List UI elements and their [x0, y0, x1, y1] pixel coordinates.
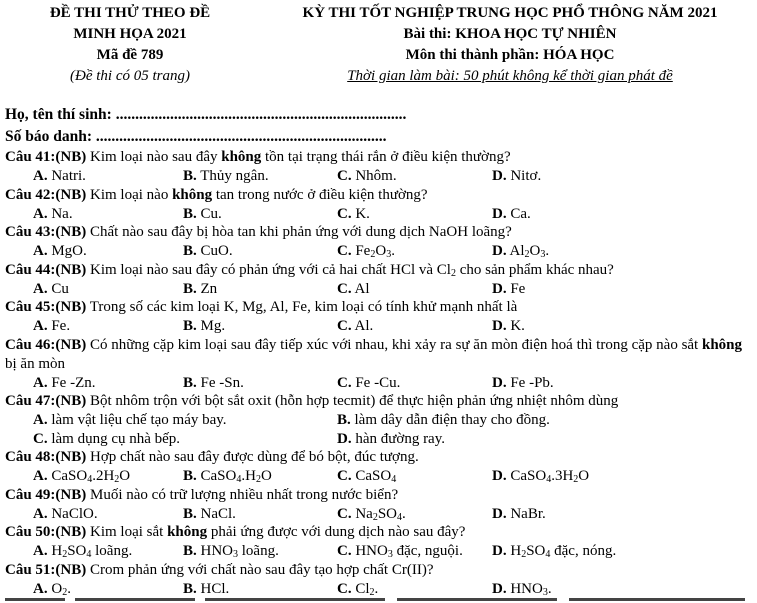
answer-text: Nhôm.	[355, 168, 397, 184]
answer-row	[5, 374, 755, 393]
answer-row	[5, 411, 755, 430]
question-49	[5, 486, 755, 524]
question-47	[5, 392, 755, 448]
answer-letter: C.	[337, 280, 352, 297]
answer-option-b[interactable]	[183, 317, 225, 336]
answer-option-d[interactable]	[337, 430, 445, 449]
exam-title: KỲ THI TỐT NGHIỆP TRUNG HỌC PHỔ THÔNG NĂM 2021	[302, 5, 718, 21]
answer-option-c[interactable]	[337, 280, 370, 299]
answer-text: làm vật liệu chế tạo máy bay.	[51, 412, 227, 428]
answer-option-a[interactable]	[33, 542, 132, 561]
question-stem	[5, 448, 755, 467]
question-number: Câu 48:	[5, 449, 56, 465]
answer-letter: D.	[492, 543, 507, 559]
answer-text: làm dây dẫn điện thay cho đồng.	[354, 412, 550, 428]
question-46	[5, 336, 755, 393]
question-level-tag: (NB)	[55, 261, 87, 278]
question-text-end: bị ăn mòn	[5, 355, 65, 372]
answer-option-d[interactable]	[492, 505, 546, 524]
answer-letter: B.	[183, 280, 197, 297]
question-stem	[5, 392, 755, 411]
student-id-line	[5, 126, 455, 148]
question-list	[5, 148, 755, 598]
student-id-label: Số báo danh:	[5, 128, 93, 145]
answer-option-c[interactable]	[337, 205, 370, 224]
answer-letter: B.	[183, 318, 197, 334]
cut-off-next-line	[5, 596, 750, 603]
question-number: Câu 45:	[5, 299, 56, 315]
answer-text: Al	[354, 280, 370, 297]
question-text-end: phải ứng được với dung dịch nào sau đây?	[207, 524, 466, 540]
question-number: Câu 41:	[5, 149, 56, 165]
answer-letter: C.	[337, 243, 352, 259]
question-stem	[5, 261, 755, 280]
question-text: Kim loại nào sau đây có phản ứng với cả hai chất HCl và $Cl_2$ cho sản phẩm khác nhau?	[86, 261, 614, 279]
answer-text: $H_2SO_4$ đặc, nóng.	[510, 543, 617, 560]
question-stem	[5, 561, 755, 580]
answer-letter: B.	[183, 580, 197, 597]
answer-text: Fe.	[51, 318, 71, 334]
answer-text: $HNO_3$.	[510, 580, 552, 598]
answer-text: Fe	[510, 280, 526, 297]
question-text: Kim loại sắt	[86, 524, 168, 540]
answer-row	[5, 167, 755, 186]
student-name-label: Họ, tên thí sinh:	[5, 106, 112, 123]
answer-letter: A.	[33, 318, 48, 334]
answer-letter: A.	[33, 505, 48, 522]
answer-row	[5, 542, 755, 561]
answer-option-b[interactable]	[183, 167, 269, 186]
question-stem	[5, 336, 755, 374]
answer-letter: B.	[183, 168, 197, 184]
answer-option-d[interactable]	[492, 242, 549, 261]
answer-text: $O_2$.	[51, 580, 71, 598]
answer-row	[5, 430, 755, 449]
answer-text: Cu	[51, 280, 69, 297]
question-stem	[5, 298, 755, 317]
answer-letter: C.	[337, 468, 352, 484]
answer-row	[5, 205, 755, 224]
answer-option-b[interactable]	[183, 205, 222, 224]
answer-letter: B.	[183, 505, 197, 522]
question-text: Có những cặp kim loại sau đây tiếp xúc với nhau, khi xảy ra sự ăn mòn điện hoá thì trong cặp nào sắt	[86, 336, 702, 353]
answer-option-d[interactable]	[492, 467, 589, 486]
answer-text: Natri.	[51, 168, 86, 184]
answer-letter: A.	[33, 168, 48, 184]
question-45	[5, 298, 755, 336]
answer-option-c[interactable]	[337, 317, 373, 336]
question-text: Hợp chất nào sau đây được dùng để bó bột, đúc tượng.	[86, 449, 419, 465]
answer-letter: B.	[183, 543, 197, 559]
answer-text: $H_2SO_4$ loãng.	[51, 543, 133, 560]
answer-letter: C.	[337, 580, 352, 597]
answer-text: Thủy ngân.	[200, 168, 269, 184]
answer-text: HCl.	[200, 580, 230, 597]
answer-letter: A.	[33, 543, 48, 559]
question-level-tag: (NB)	[55, 186, 87, 203]
question-41	[5, 148, 755, 186]
question-level-tag: (NB)	[55, 524, 87, 540]
answer-letter: B.	[183, 205, 197, 222]
answer-text: Fe -Zn.	[51, 374, 96, 391]
answer-option-b[interactable]	[183, 280, 217, 299]
question-emphasis: không	[701, 336, 743, 353]
question-stem	[5, 148, 755, 167]
answer-text: K.	[510, 318, 525, 334]
exam-duration: Thời gian làm bài: 50 phút không kể thời gian phát đề	[347, 68, 673, 84]
header-left	[20, 3, 240, 87]
answer-letter: D.	[492, 505, 507, 522]
answer-option-c[interactable]	[33, 430, 180, 449]
question-level-tag: (NB)	[55, 393, 87, 409]
answer-text: CaSO$_4$	[355, 468, 397, 485]
answer-letter: A.	[33, 243, 48, 259]
answer-option-c[interactable]	[337, 542, 463, 561]
question-stem	[5, 186, 755, 205]
answer-text: $Cl_2$.	[355, 580, 379, 598]
question-level-tag: (NB)	[55, 336, 87, 353]
answer-option-a[interactable]	[33, 167, 86, 186]
answer-text: Fe -Pb.	[510, 374, 554, 391]
answer-text: NaCl.	[200, 505, 236, 522]
question-number: Câu 47:	[5, 393, 56, 409]
question-stem	[5, 523, 755, 542]
answer-option-a[interactable]	[33, 374, 96, 393]
answer-text: Zn	[200, 280, 218, 297]
answer-option-c[interactable]	[337, 505, 406, 524]
answer-letter: C.	[337, 205, 352, 222]
question-level-tag: (NB)	[55, 486, 87, 503]
question-text: Bột nhôm trộn với bột sắt oxit (hỗn hợp tecmit) để thực hiện phản ứng nhiệt nhôm dùng	[86, 393, 619, 409]
answer-text: $CaSO_4.H_2O$	[200, 468, 272, 485]
answer-option-a[interactable]	[33, 505, 98, 524]
question-number: Câu 46:	[5, 336, 56, 353]
answer-option-d[interactable]	[492, 167, 541, 186]
question-number: Câu 44:	[5, 261, 56, 278]
answer-row	[5, 467, 755, 486]
answer-letter: D.	[337, 430, 352, 447]
answer-option-a[interactable]	[33, 317, 70, 336]
answer-letter: A.	[33, 205, 48, 222]
question-text: Chất nào sau đây bị hòa tan khi phản ứng với dung dịch NaOH loãng?	[86, 224, 512, 240]
answer-text: làm dụng cụ nhà bếp.	[51, 430, 181, 447]
answer-text: $Al_2O_3$.	[509, 243, 550, 260]
answer-letter: D.	[492, 243, 507, 259]
answer-letter: A.	[33, 412, 48, 428]
answer-letter: B.	[337, 412, 351, 428]
exam-subject: Môn thi thành phần: HÓA HỌC	[405, 47, 615, 63]
answer-option-a[interactable]	[33, 205, 73, 224]
exam-header	[0, 3, 757, 103]
question-50	[5, 523, 755, 561]
answer-letter: D.	[492, 374, 507, 391]
answer-text: Al.	[354, 318, 374, 334]
question-stem	[5, 486, 755, 505]
question-emphasis: không	[172, 186, 213, 203]
answer-letter: D.	[492, 168, 507, 184]
question-text: Kim loại nào sau đây	[86, 149, 222, 165]
answer-letter: D.	[492, 280, 507, 297]
answer-text: Mg.	[200, 318, 226, 334]
answer-letter: C.	[337, 543, 352, 559]
answer-letter: B.	[183, 243, 197, 259]
answer-row	[5, 280, 755, 299]
answer-text: $Fe_2O_3$.	[355, 243, 395, 260]
question-number: Câu 50:	[5, 524, 56, 540]
answer-option-c[interactable]	[337, 167, 397, 186]
answer-text: $CaSO_4.2H_2O$	[51, 468, 131, 485]
answer-letter: B.	[183, 374, 197, 391]
answer-text: Ca.	[510, 205, 531, 222]
answer-letter: A.	[33, 374, 48, 391]
answer-text: Fe -Cu.	[355, 374, 401, 391]
answer-option-a[interactable]	[33, 467, 130, 486]
exam-code: Mã đề 789	[96, 47, 164, 63]
question-text: Kim loại nào	[86, 186, 173, 203]
answer-letter: C.	[337, 168, 352, 184]
question-number: Câu 51:	[5, 561, 56, 578]
answer-letter: D.	[492, 205, 507, 222]
question-number: Câu 49:	[5, 486, 56, 503]
answer-row	[5, 242, 755, 261]
question-emphasis: không	[221, 149, 262, 165]
answer-row	[5, 505, 755, 524]
student-id-field[interactable]: ...........................................................................	[95, 128, 387, 145]
student-name-field[interactable]: ...........................................................................	[115, 106, 407, 123]
question-number: Câu 43:	[5, 224, 56, 240]
answer-option-c[interactable]	[337, 374, 400, 393]
answer-option-b[interactable]	[183, 505, 236, 524]
answer-option-d[interactable]	[492, 374, 554, 393]
answer-option-d[interactable]	[492, 317, 525, 336]
answer-option-d[interactable]	[492, 280, 525, 299]
answer-text: CuO.	[200, 243, 233, 259]
question-text-end: tồn tại trạng thái rắn ở điều kiện thường?	[261, 149, 511, 165]
question-text-end: tan trong nước ở điều kiện thường?	[212, 186, 428, 203]
question-level-tag: (NB)	[55, 149, 87, 165]
answer-text: K.	[355, 205, 370, 222]
answer-text: NaBr.	[510, 505, 546, 522]
answer-option-c[interactable]	[337, 242, 395, 261]
question-level-tag: (NB)	[55, 561, 87, 578]
answer-text: NaClO.	[51, 505, 98, 522]
answer-option-a[interactable]	[33, 411, 227, 430]
header-right	[268, 3, 752, 87]
question-stem	[5, 223, 755, 242]
question-number: Câu 42:	[5, 186, 56, 203]
answer-option-b[interactable]	[183, 542, 279, 561]
answer-text: Na.	[51, 205, 73, 222]
answer-option-b[interactable]	[337, 411, 550, 430]
answer-letter: B.	[183, 468, 197, 484]
answer-option-c[interactable]	[337, 467, 396, 486]
answer-letter: C.	[337, 374, 352, 391]
answer-option-d[interactable]	[492, 542, 616, 561]
question-text: Trong số các kim loại K, Mg, Al, Fe, kim loại có tính khử mạnh nhất là	[86, 299, 518, 315]
question-text: Crom phản ứng với chất nào sau đây tạo hợp chất Cr(II)?	[86, 561, 434, 578]
answer-text: Fe -Sn.	[200, 374, 244, 391]
answer-letter: D.	[492, 580, 507, 597]
answer-option-a[interactable]	[33, 242, 87, 261]
answer-letter: C.	[337, 318, 352, 334]
answer-text: Cu.	[200, 205, 222, 222]
answer-option-b[interactable]	[183, 242, 233, 261]
question-level-tag: (NB)	[55, 224, 87, 240]
answer-text: $HNO_3$ loãng.	[200, 543, 279, 560]
question-level-tag: (NB)	[55, 449, 87, 465]
answer-letter: D.	[492, 468, 507, 484]
question-43	[5, 223, 755, 261]
question-text: Muối nào có trữ lượng nhiều nhất trong nước biển?	[86, 486, 399, 503]
question-48	[5, 448, 755, 486]
question-51	[5, 561, 755, 599]
answer-text: MgO.	[51, 243, 87, 259]
answer-letter: A.	[33, 280, 48, 297]
answer-option-b[interactable]	[183, 467, 272, 486]
question-44	[5, 261, 755, 299]
answer-letter: C.	[337, 505, 352, 522]
answer-text: $Na_2SO_4$.	[355, 505, 406, 523]
answer-text: hàn đường ray.	[355, 430, 445, 447]
answer-letter: D.	[492, 318, 507, 334]
answer-option-b[interactable]	[183, 374, 244, 393]
answer-letter: A.	[33, 468, 48, 484]
answer-text: $CaSO_4.3H_2O$	[510, 468, 590, 485]
question-level-tag: (NB)	[55, 299, 87, 315]
question-42	[5, 186, 755, 224]
exam-reference: MINH HỌA 2021	[73, 26, 187, 42]
page-count-note: (Đề thi có 05 trang)	[70, 68, 190, 84]
answer-option-d[interactable]	[492, 205, 531, 224]
answer-option-a[interactable]	[33, 280, 69, 299]
answer-text: Nitơ.	[510, 168, 542, 184]
question-emphasis: không	[167, 524, 208, 540]
answer-text: $HNO_3$ đặc, nguội.	[355, 543, 463, 560]
exam-type: ĐỀ THI THỬ THEO ĐỀ	[49, 5, 211, 21]
answer-letter: A.	[33, 580, 48, 597]
answer-letter: C.	[33, 430, 48, 447]
answer-row	[5, 317, 755, 336]
exam-subject-group: Bài thi: KHOA HỌC TỰ NHIÊN	[403, 26, 617, 42]
student-name-line	[5, 104, 455, 126]
